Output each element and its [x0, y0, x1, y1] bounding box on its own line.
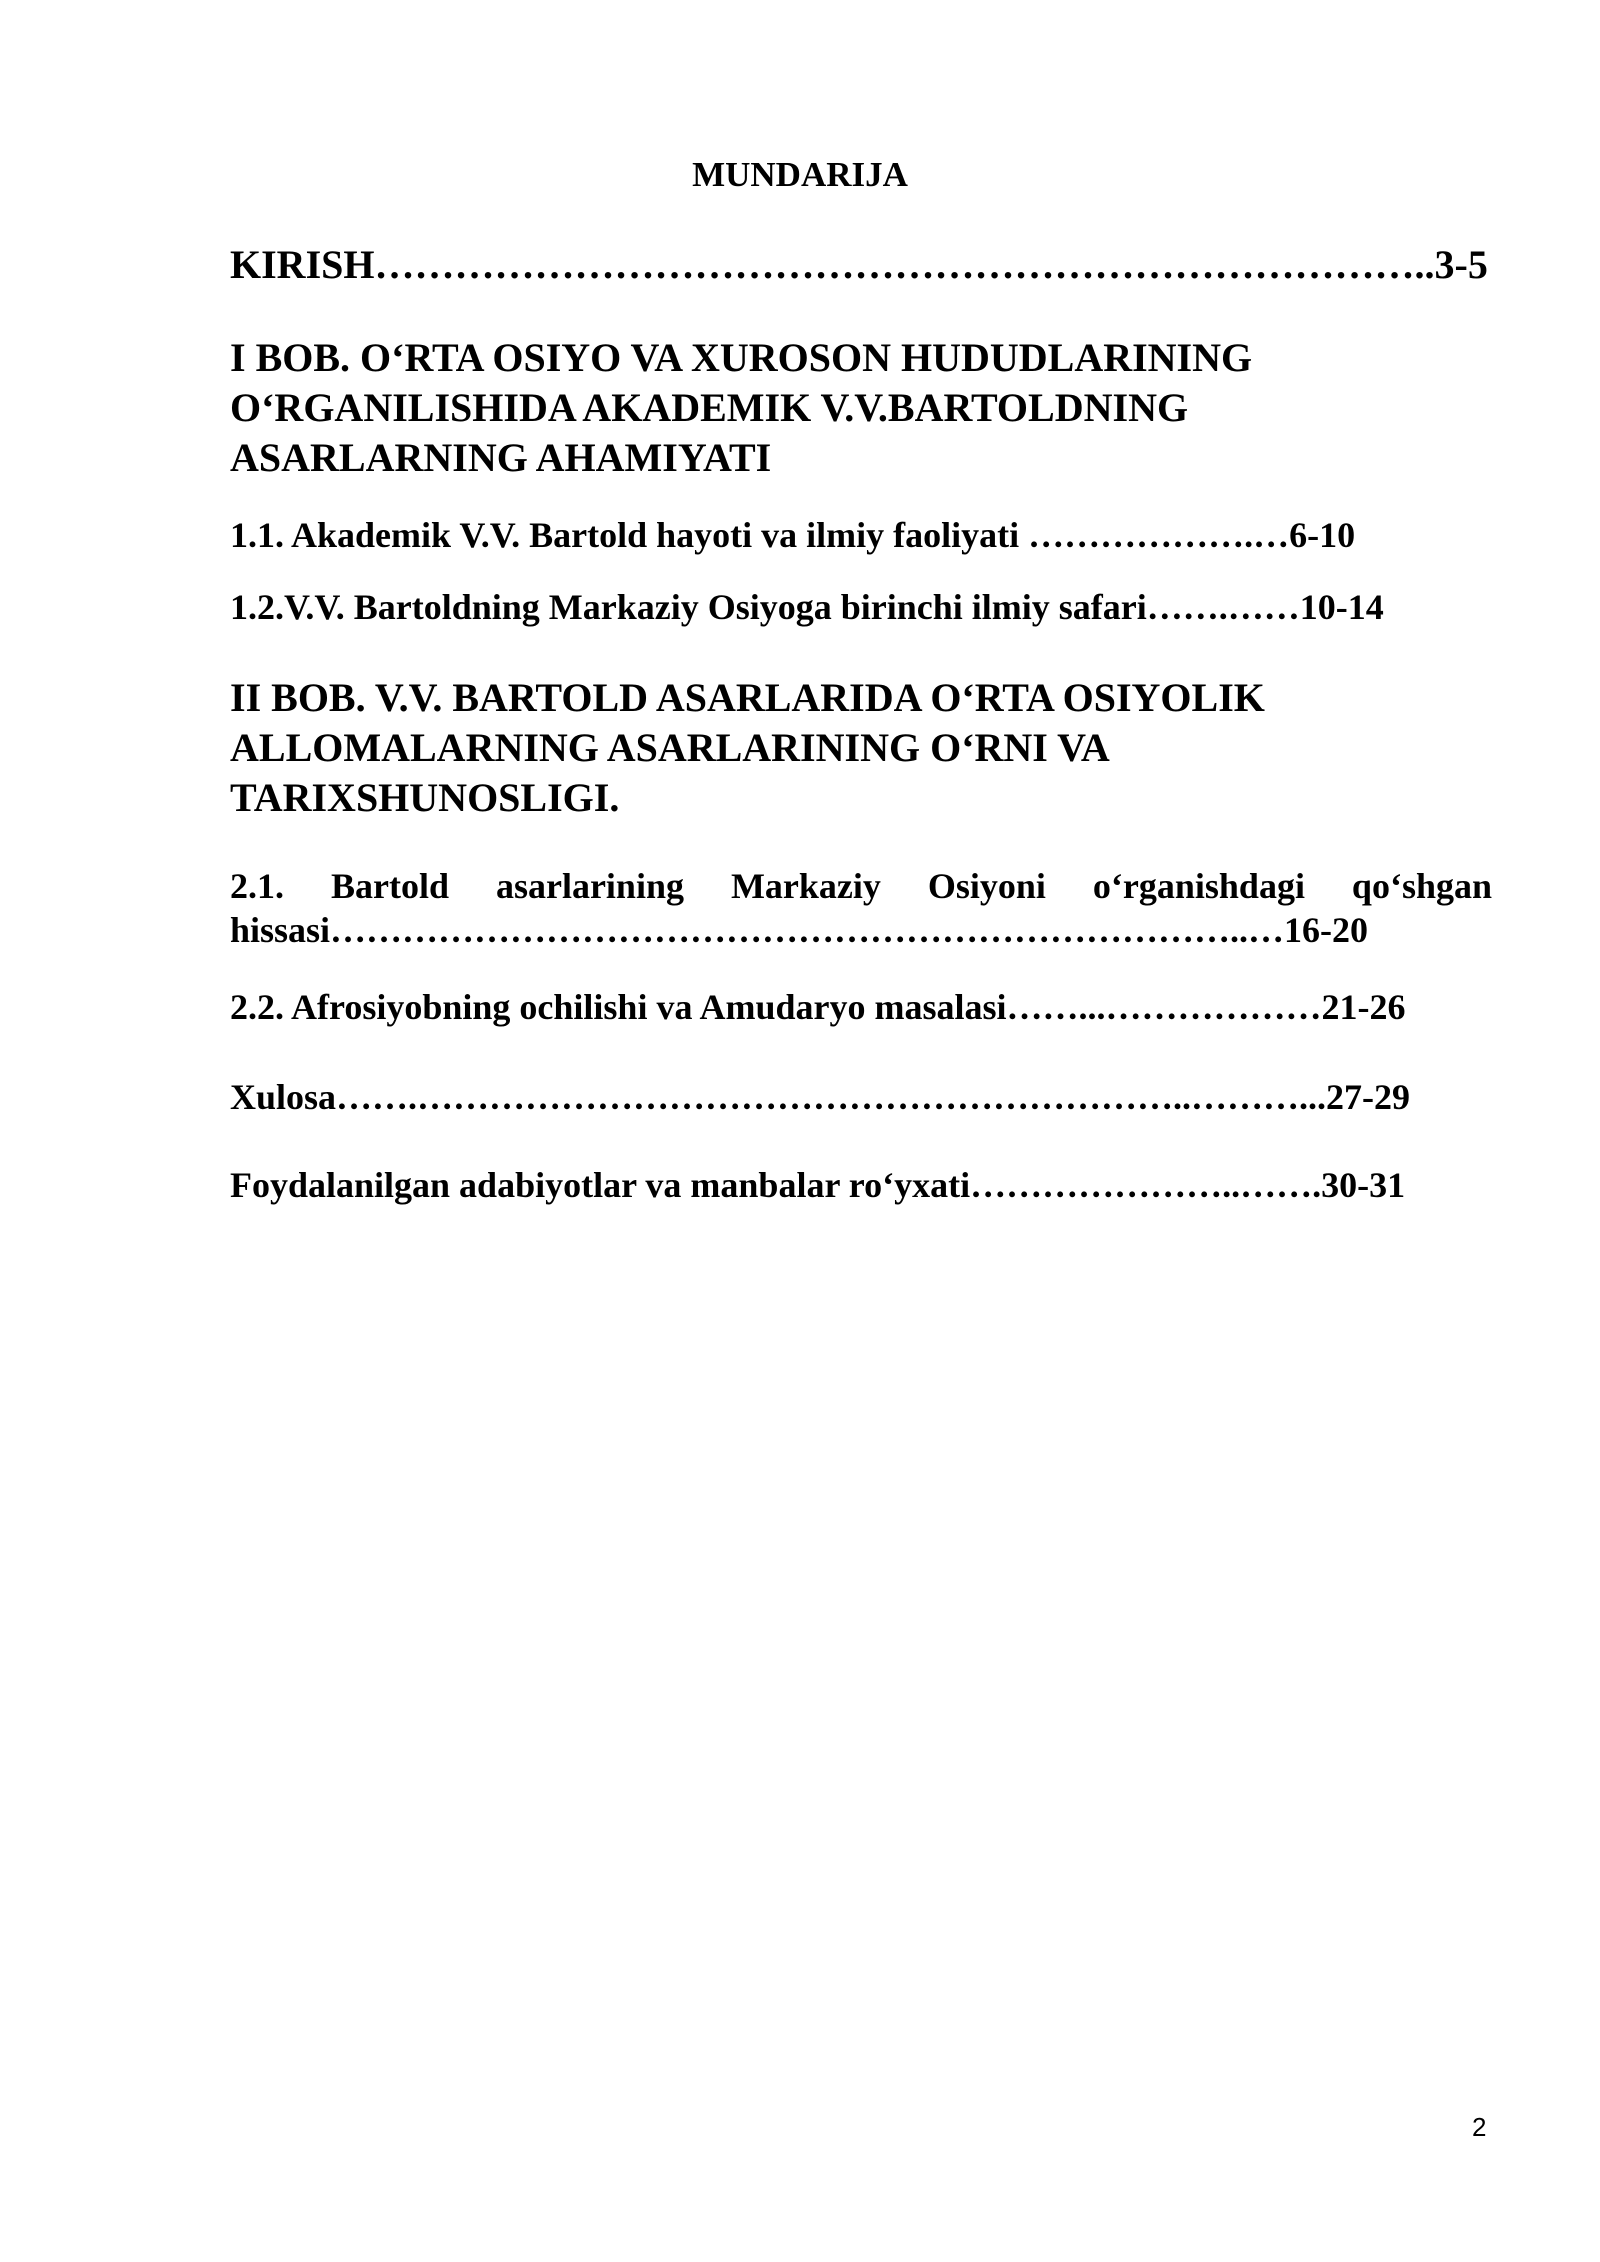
chapter-2-title-line-1: II BOB. V.V. BARTOLD ASARLARIDA O‘RTA OSIYOLIK — [230, 675, 1265, 720]
chapter-1-title-line-1: I BOB. O‘RTA OSIYO VA XUROSON HUDUDLARINING — [230, 335, 1253, 380]
chapter-1-title-line-2: O‘RGANILISHIDA AKADEMIK V.V.BARTOLDNING — [230, 385, 1189, 430]
toc-entry-xulosa: Xulosa…….………………………………………………………..………...27-29 — [230, 1077, 1411, 1117]
chapter-2-title-line-2: ALLOMALARNING ASARLARINING O‘RNI VA — [230, 725, 1110, 770]
chapter-1-title-line-3: ASARLARNING AHAMIYATI — [230, 435, 772, 480]
toc-entry-references: Foydalanilgan adabiyotlar va manbalar ro‘yxati…………………..…….30-31 — [230, 1165, 1406, 1205]
toc-heading: MUNDARIJA — [692, 155, 908, 194]
toc-entry-section-1-2: 1.2.V.V. Bartoldning Markaziy Osiyoga birinchi ilmiy safari…….……10-14 — [230, 587, 1384, 627]
toc-entry-section-2-1-line-1: 2.1. Bartold asarlarining Markaziy Osiyoni o‘rganishdagi qo‘shgan — [230, 866, 1492, 906]
toc-entry-section-2-1-line-2: hissasi…………………………………………………………………..…16-20 — [230, 910, 1369, 950]
toc-entry-kirish: KIRISH……………………………………………………………………..3-5 — [230, 242, 1488, 287]
page-number: 2 — [1472, 2112, 1487, 2142]
toc-entry-section-2-2: 2.2. Afrosiyobning ochilishi va Amudaryo masalasi……...………………21-26 — [230, 987, 1406, 1027]
chapter-2-title-line-3: TARIXSHUNOSLIGI. — [230, 775, 620, 820]
toc-entry-section-1-1: 1.1. Akademik V.V. Bartold hayoti va ilmiy faoliyati ……………….…6-10 — [230, 515, 1356, 555]
